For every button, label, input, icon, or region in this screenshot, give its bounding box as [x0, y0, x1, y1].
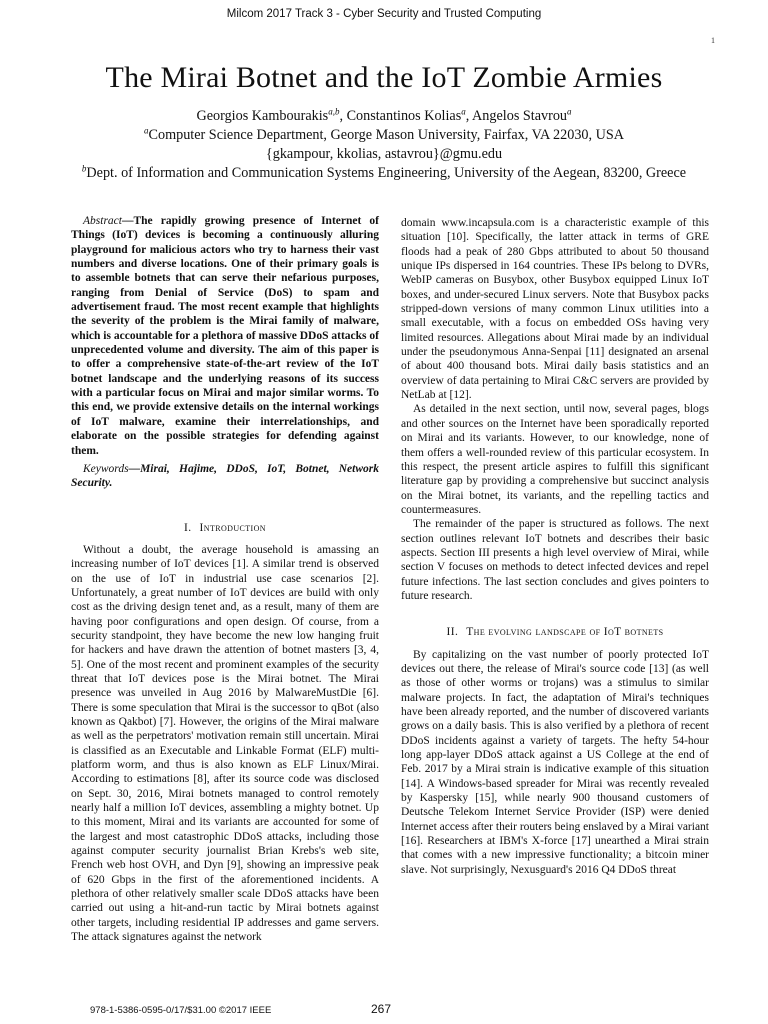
body-paragraph: By capitalizing on the vast number of poorly protected IoT devices out there, the release of Mirai's source code [13] (as well as those of other worms or trojans) was a stimulus to similar malware projects. In fact, the adaptation of Mirai's techniques have been already reported, and the number of discovered variants grows on a daily basis. This is also verified by a plethora of recent DDoS incidents against a variety of targets. The hefty 54-hour long app-layer DDoS attack against a US College at the end of Feb. 2017 by a Mirai strain is indicative example of this situation [14]. A Windows-based spreader for Mirai was recently revealed by Kaspersky [15], while nearly 900 thousand customers of Deutsche Telekom Internet Service Provider (ISP) were denied Internet access after their routers being enslaved by a Mirai variant [16]. Researchers at IBM's X-force [17] unearthed a Mirai strain that comes with a new impressive functionality; a bitcoin miner slave. Not surprisingly, Nexusguard's 2016 Q4 DDoS threat: [401, 648, 709, 876]
body-paragraph: The remainder of the paper is structured as follows. The next section outlines relevant IoT botnets and describes their basic aspects. Section III presents a high level overview of Mirai, while section V focuses on methods to detect infected devices and repel future infections. The last section concludes and gives pointers to future research.: [401, 518, 709, 602]
section-heading-landscape: [401, 625, 709, 639]
body-paragraph: As detailed in the next section, until now, several pages, blogs and other sources on the Internet have been sporadically reported on Mirai and its variants. However, to our knowledge, none of them offers a well-rounded review of this particular ecosystem. In this respect, the present article aspires to fulfill this significant literature gap by providing a comprehensive but succinct analysis on the Mirai botnet, its variants, and the repelling tactics and countermeasures.: [401, 403, 709, 516]
left-column: [71, 214, 379, 945]
page-marker: 1: [711, 36, 715, 45]
author-line: [0, 107, 768, 126]
page-number: 267: [371, 1002, 392, 1016]
author-emails: {gkampour, kkolias, astavrou}@gmu.edu: [265, 146, 503, 162]
author-name: Georgios Kambourakis: [196, 108, 329, 124]
author-name: , Constantinos Kolias: [339, 108, 462, 124]
affiliation-text: Dept. of Information and Communication Systems Engineering, University of the Aegean, 83200, Greece: [86, 165, 687, 181]
paper-title: The Mirai Botnet and the IoT Zombie Armies: [105, 61, 663, 94]
keywords: [71, 462, 379, 491]
body-paragraph: domain www.incapsula.com is a characteristic example of this situation [10]. Specifically, the latter attack in terms of GRE floods had a peak of 280 Gbps attributed to about 50 thousand unique IPs dispersed in 164 countries. These IPs belong to DVRs, WebIP cameras on Busybox, other Busybox equipped Linux IoT boxes, and under-secured Linux servers. Note that Busybox packs stripped-down versions of many common Linux utilities into a small executable, with a focus on embedded OSs having very limited resources. Allegations about Mirai made by an individual under the pseudonymous Anna-Senpai [11] designated an arsenal of about 400 thousand bots. Mirai daily basis statistics and an overview of data pertaining to Mirai C&C servers are provided by NetLab at [12].: [401, 217, 709, 402]
section-heading-introduction: [71, 521, 379, 535]
author-block: [0, 107, 768, 183]
copyright-notice: 978-1-5386-0595-0/17/$31.00 ©2017 IEEE: [90, 1005, 272, 1016]
abstract: [71, 214, 379, 458]
author-affiliation-mark: a: [567, 106, 572, 117]
affiliation-line: [0, 126, 768, 145]
abstract-text: —The rapidly growing presence of Internet of Things (IoT) devices is becoming a continuously alluring playground for malicious actors who try to harness their vast numbers and diverse locations. One of their primary goals is to assemble botnets that can serve their nefarious purposes, ranging from Denial of Service (DoS) to spam and advertisement fraud. The most recent example that highlights the severity of the problem is the Mirai family of malware, which is accountable for a plethora of massive DDoS attacks of unprecedented volume and diversity. The aim of this paper is to offer a comprehensive state-of-the-art review of the IoT botnet landscape and the underlying reasons of its success with a particular focus on Mirai and major similar worms. To this end, we provide extensive details on the internal workings of IoT malware, examine their interrelationships, and elaborate on the possible strategies for defending against them.: [71, 215, 379, 457]
keywords-label: Keywords: [83, 462, 129, 475]
right-column: [401, 216, 709, 877]
section-number: II.: [446, 626, 459, 639]
affiliation-mark: a: [144, 125, 149, 136]
body-paragraph: Without a doubt, the average household is amassing an increasing number of IoT devices [1]. A similar trend is observed on the use of IoT in industrial use case scenarios [2]. Unfortunately, a great number of IoT devices are build with only cost as the driving design tenet and, as a result, many of them are having poor configurations and open design. Of course, from a security standpoint, they have become the new low hanging fruit for hackers and have drawn the attention of botnet masters [3, 4, 5]. One of the most recent and prominent examples of the security threat that IoT devices pose is the Mirai botnet. The Mirai presence was unveiled in Aug 2016 by MalwareMustDie [6]. There is some speculation that Mirai is the successor to qBot (also known as Qakbot) [7]. However, the origins of the Mirai malware as well as the perpetrators' motivation remain still uncertain. Mirai is classified as an Executable and Linkable Format (ELF) multi-platform worm, and thus is also known as ELF Linux/Mirai. According to estimations [8], after its source code was disclosed on Sept. 30, 2016, Mirai botnets managed to control remotely nearly half a million IoT devices, assembling a mighty botnet. Up to this moment, Mirai and its variants are accounted for some of the largest and most catastrophic DDoS attacks, including those against computer security journalist Brian Krebs's web site, French web host OVH, and Dyn [9], showing an impressive peak of 620 Gbps in the first of the aforementioned incidents. A plethora of other relatively smaller scale DDoS attacks have been carried out using a hit-and-run tactic by Mirai botnets against other targets, including residential IP addresses and game servers. The attack signatures against the network: [71, 543, 379, 944]
author-affiliation-mark: a,b: [328, 106, 340, 117]
author-affiliation-mark: a: [461, 106, 466, 117]
abstract-label: Abstract: [83, 215, 122, 227]
conference-header: Milcom 2017 Track 3 - Cyber Security and Trusted Computing: [226, 8, 542, 20]
section-number: I.: [184, 521, 192, 534]
section-title: Introduction: [199, 521, 266, 534]
affiliation-line: [0, 164, 768, 183]
affiliation-mark: b: [81, 163, 87, 174]
affiliation-text: Computer Science Department, George Mason University, Fairfax, VA 22030, USA: [148, 127, 624, 143]
author-name: , Angelos Stavrou: [465, 108, 568, 124]
keywords-text: —Mirai, Hajime, DDoS, IoT, Botnet, Network Security.: [71, 462, 379, 490]
section-title: The evolving landscape of IoT botnets: [466, 626, 664, 639]
